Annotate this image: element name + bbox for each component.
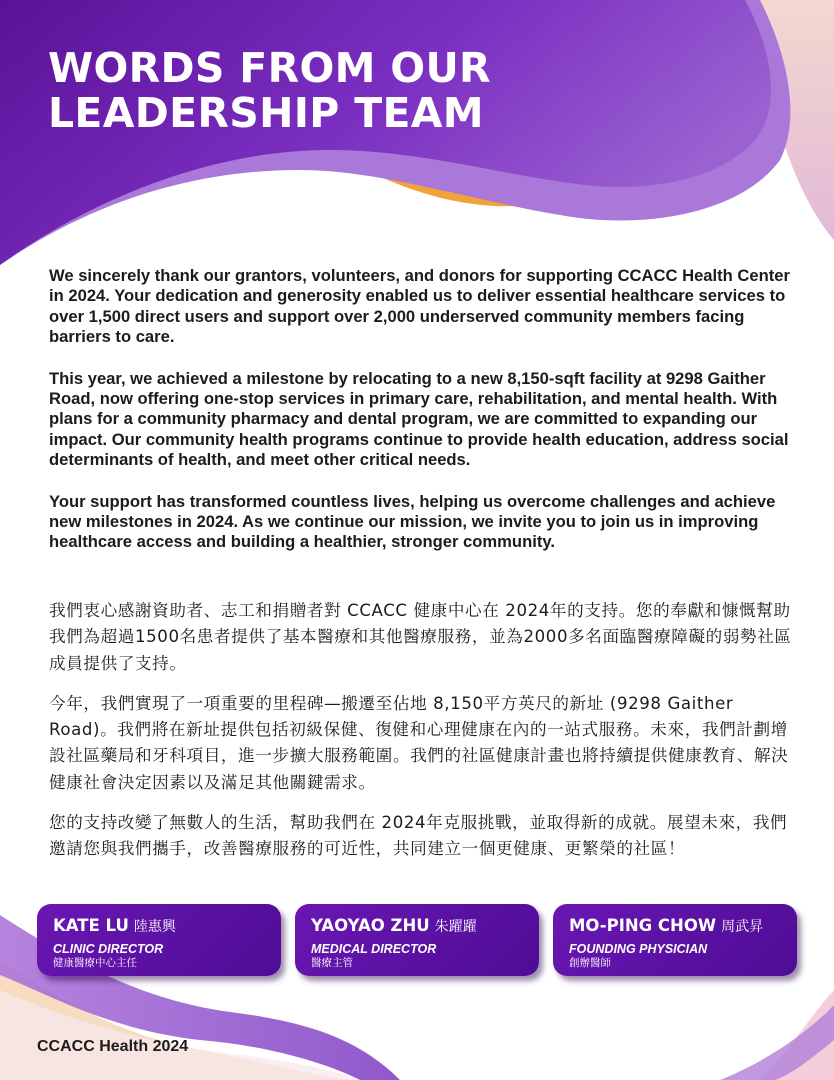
chinese-letter — [49, 598, 795, 877]
english-letter — [49, 266, 795, 574]
page-title — [48, 46, 568, 136]
title-line-1: WORDS FROM OUR — [48, 44, 491, 92]
leader-card-mo-ping-chow — [553, 904, 797, 976]
chinese-paragraph: 您的支持改變了無數人的生活，幫助我們在 2024年克服挑戰，並取得新的成就。展望未來，我們邀請您與我們攜手，改善醫療服務的可近性，共同建立一個更健康、更繁榮的社區！ — [49, 813, 788, 859]
english-paragraph: Your support has transformed countless lives, helping us overcome challenges and achieve new milestones in 2024. As we continue our mission, we invite you to join us in improving healthcare access and building a healthier, stronger community. — [49, 491, 776, 552]
leader-role-zh: 創辦醫師 — [569, 957, 611, 969]
english-paragraph: We sincerely thank our grantors, volunteers, and donors for supporting CCACC Health Center in 2024. Your dedication and generosity enabled us to deliver essential healthcare services to over 1,500 direct users and support over 2,000 underserved community members facing barriers to care. — [49, 266, 790, 347]
leader-name-en: YAOYAO ZHU — [311, 916, 430, 935]
leader-name-en: KATE LU — [53, 916, 129, 935]
leader-role: CLINIC DIRECTOR — [53, 942, 164, 956]
chinese-paragraph: 今年，我們實現了一項重要的里程碑—搬遷至佔地 8,150平方英尺的新址 (9298 Gaither Road)。我們將在新址提供包括初級保健、復健和心理健康在內的一站式服務。未來，我們計劃增設社區藥局和牙科項目，進一步擴大服務範圍。我們的社區健康計畫也將持續提供健康教育、解決健康社會決定因素以及滿足其他關鍵需求。 — [49, 693, 789, 792]
chinese-paragraph: 我們衷心感謝資助者、志工和捐贈者對 CCACC 健康中心在 2024年的支持。您的奉獻和慷慨幫助我們為超過1500名患者提供了基本醫療和其他醫療服務，並為2000多名面臨醫療障礙的弱勢社區成員提供了支持。 — [49, 601, 792, 673]
leader-role: MEDICAL DIRECTOR — [311, 942, 437, 956]
leader-name — [311, 916, 523, 937]
leader-card-yaoyao-zhu — [295, 904, 539, 976]
title-line-2: LEADERSHIP TEAM — [48, 89, 484, 137]
leader-name — [53, 916, 265, 937]
leader-name-zh: 周武昇 — [721, 919, 764, 935]
leader-name-zh: 陸惠興 — [133, 919, 176, 935]
leader-role-zh: 健康醫療中心主任 — [53, 957, 137, 969]
leader-role: FOUNDING PHYSICIAN — [569, 942, 708, 956]
english-paragraph: This year, we achieved a milestone by relocating to a new 8,150-sqft facility at 9298 Gaither Road, now offering one-stop services in primary care, rehabilitation, and mental health. With plans for a community pharmacy and dental program, we are committed to expanding our impact. Our community health programs continue to provide health education, address social determinants of health, and meet other critical needs. — [49, 368, 789, 470]
leader-role-zh: 醫療主管 — [311, 957, 353, 969]
leader-name — [569, 916, 781, 937]
leader-name-zh: 朱躍躍 — [434, 919, 477, 935]
leader-name-en: MO-PING CHOW — [569, 916, 717, 935]
footer-label: CCACC Health 2024 — [37, 1038, 189, 1055]
leadership-cards — [0, 904, 834, 980]
leader-card-kate-lu — [37, 904, 281, 976]
